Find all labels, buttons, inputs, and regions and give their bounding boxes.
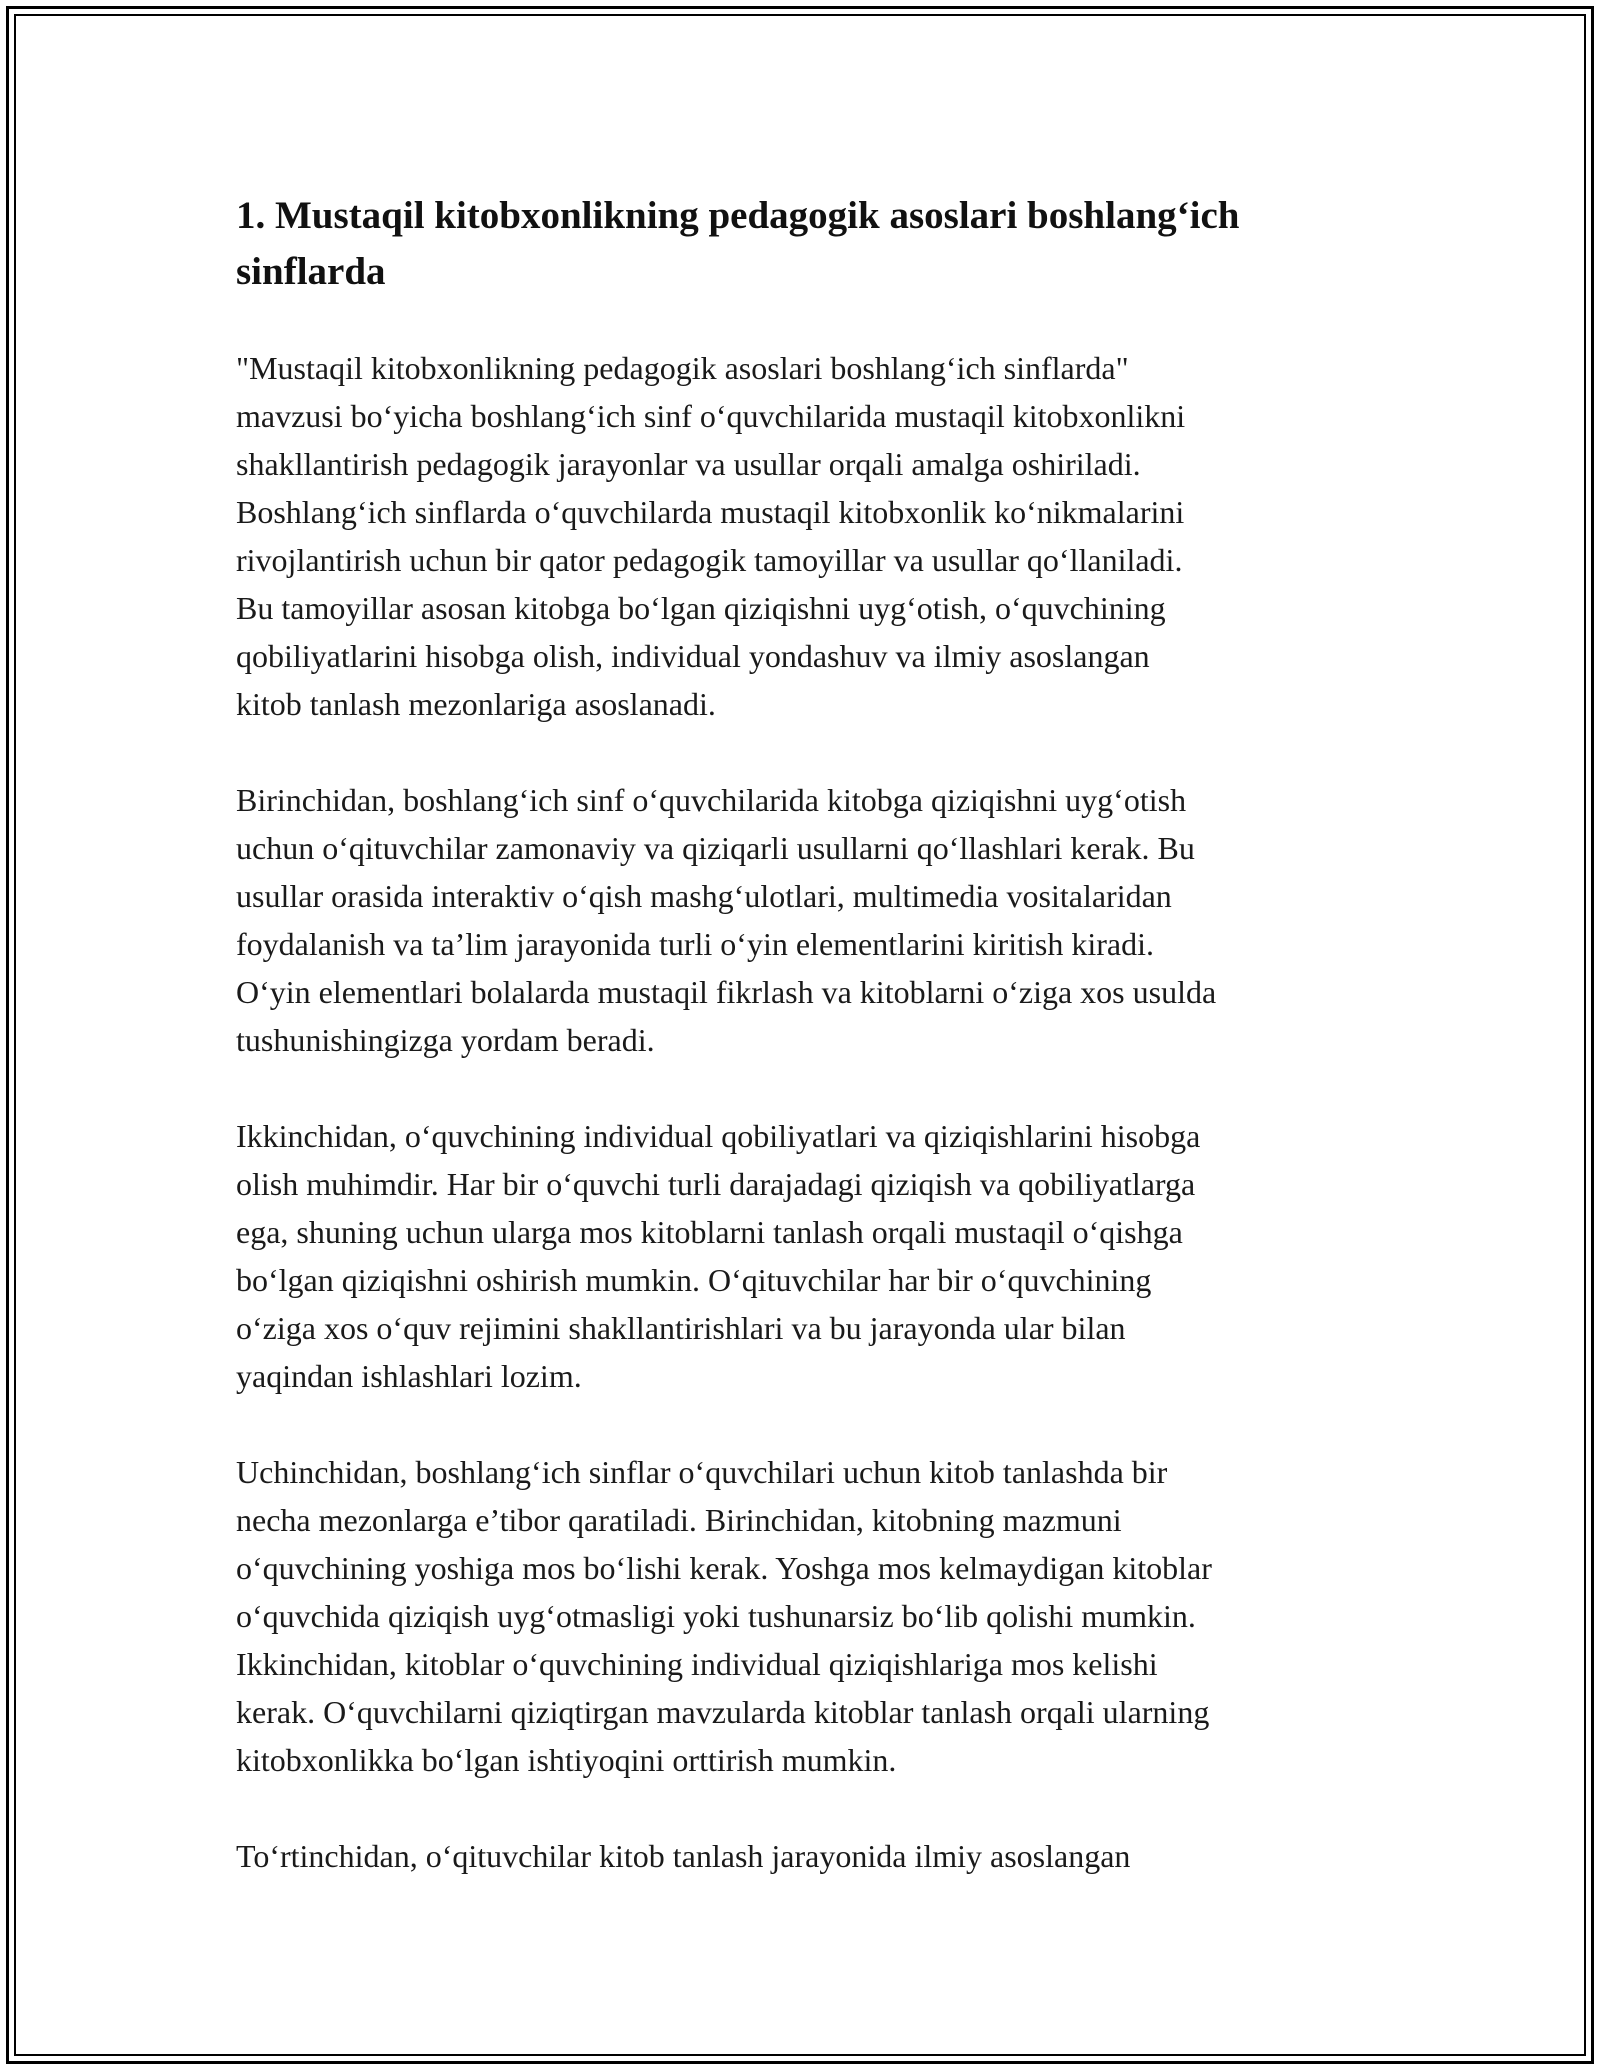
text-line: o‘ziga xos o‘quv rejimini shakllantirishlari va bu jarayonda ular bilan: [236, 1310, 1126, 1346]
text-line: kitobxonlikka bo‘lgan ishtiyoqini orttirish mumkin.: [236, 1742, 897, 1778]
text-line: Ikkinchidan, o‘quvchining individual qobiliyatlari va qiziqishlarini hisobga: [236, 1118, 1201, 1154]
text-line: Bu tamoyillar asosan kitobga bo‘lgan qiziqishni uyg‘otish, o‘quvchining: [236, 590, 1166, 626]
text-line: Boshlang‘ich sinflarda o‘quvchilarda mustaqil kitobxonlik ko‘nikmalarini: [236, 494, 1185, 530]
text-line: O‘yin elementlari bolalarda mustaqil fikrlash va kitoblarni o‘ziga xos usulda: [236, 974, 1217, 1010]
text-line: o‘quvchida qiziqish uyg‘otmasligi yoki tushunarsiz bo‘lib qolishi mumkin.: [236, 1598, 1196, 1634]
text-line: Ikkinchidan, kitoblar o‘quvchining individual qiziqishlariga mos kelishi: [236, 1646, 1158, 1682]
text-line: uchun o‘qituvchilar zamonaviy va qiziqarli usullarni qo‘llashlari kerak. Bu: [236, 830, 1195, 866]
text-line: usullar orasida interaktiv o‘qish mashg‘ulotlari, multimedia vositalaridan: [236, 878, 1172, 914]
text-line: foydalanish va ta’lim jarayonida turli o‘yin elementlarini kiritish kiradi.: [236, 926, 1154, 962]
paragraph-second: [236, 1112, 1376, 1400]
text-line: qobiliyatlarini hisobga olish, individual yondashuv va ilmiy asoslangan: [236, 638, 1150, 674]
text-line: Uchinchidan, boshlang‘ich sinflar o‘quvchilari uchun kitob tanlashda bir: [236, 1454, 1168, 1490]
text-line: bo‘lgan qiziqishni oshirish mumkin. O‘qituvchilar har bir o‘quvchining: [236, 1262, 1152, 1298]
section-title: [236, 188, 1376, 300]
text-line: ega, shuning uchun ularga mos kitoblarni tanlash orqali mustaqil o‘qishga: [236, 1214, 1183, 1250]
text-line: yaqindan ishlashlari lozim.: [236, 1358, 582, 1394]
text-line: tushunishingizga yordam beradi.: [236, 1022, 655, 1058]
text-line: o‘quvchining yoshiga mos bo‘lishi kerak. Yoshga mos kelmaydigan kitoblar: [236, 1550, 1212, 1586]
text-line: olish muhimdir. Har bir o‘quvchi turli darajadagi qiziqish va qobiliyatlarga: [236, 1166, 1196, 1202]
title-line: 1. Mustaqil kitobxonlikning pedagogik asoslari boshlang‘ich: [236, 194, 1240, 237]
document-page: [236, 188, 1376, 1928]
text-line: To‘rtinchidan, o‘qituvchilar kitob tanlash jarayonida ilmiy asoslangan: [236, 1838, 1131, 1874]
text-line: "Mustaqil kitobxonlikning pedagogik asoslari boshlang‘ich sinflarda": [236, 350, 1129, 386]
text-line: kitob tanlash mezonlariga asoslanadi.: [236, 686, 716, 722]
text-line: mavzusi bo‘yicha boshlang‘ich sinf o‘quvchilarida mustaqil kitobxonlikni: [236, 398, 1186, 434]
text-line: kerak. O‘quvchilarni qiziqtirgan mavzularda kitoblar tanlash orqali ularning: [236, 1694, 1210, 1730]
title-line: sinflarda: [236, 250, 386, 293]
paragraph-third: [236, 1448, 1376, 1784]
text-line: rivojlantirish uchun bir qator pedagogik tamoyillar va usullar qo‘llaniladi.: [236, 542, 1183, 578]
text-line: necha mezonlarga e’tibor qaratiladi. Birinchidan, kitobning mazmuni: [236, 1502, 1122, 1538]
paragraph-intro: [236, 344, 1376, 728]
paragraph-fourth: [236, 1832, 1376, 1880]
text-line: Birinchidan, boshlang‘ich sinf o‘quvchilarida kitobga qiziqishni uyg‘otish: [236, 782, 1187, 818]
paragraph-first: [236, 776, 1376, 1064]
text-line: shakllantirish pedagogik jarayonlar va usullar orqali amalga oshiriladi.: [236, 446, 1141, 482]
